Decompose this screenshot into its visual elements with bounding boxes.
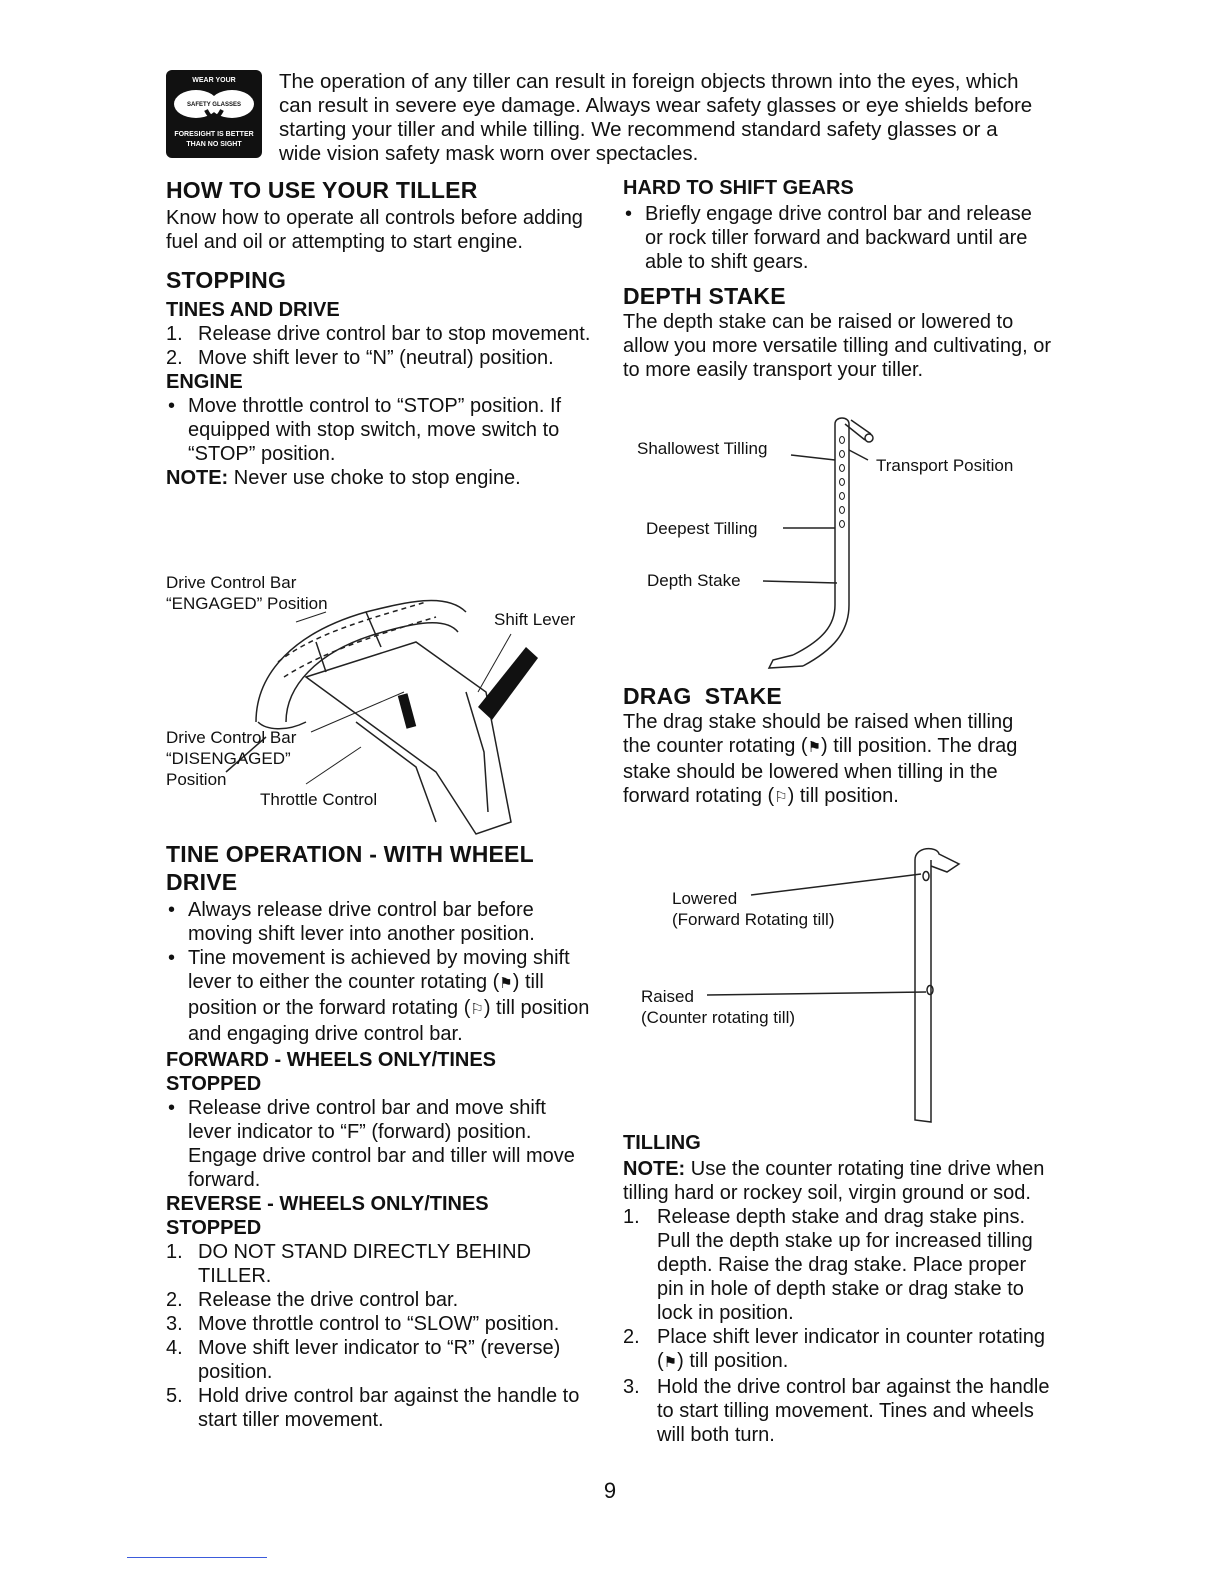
forward-title: FORWARD - WHEELS ONLY/TINES STOPPED (166, 1049, 497, 1095)
note-label: NOTE: (623, 1158, 686, 1180)
lowered-label: Lowered (672, 889, 738, 908)
deepest-tilling-label: Deepest Tilling (646, 519, 758, 538)
drag-stake-text: The drag stake should be raised when tilling the counter rotating (⚑) till position. The drag stake should be lowered when tilling in the forward rotating (⚐) till position. (623, 710, 1043, 810)
note-label: NOTE: (166, 467, 229, 489)
right-column-drag (623, 682, 1043, 810)
engine-bullet: • Move throttle control to “STOP” position. If equipped with stop switch, move switch to “STOP” position. (166, 394, 594, 466)
depth-stake-title: DEPTH STAKE (623, 283, 786, 309)
how-to-use-title: HOW TO USE YOUR TILLER (166, 177, 478, 203)
list-item: 3. Hold the drive control bar against the handle to start tilling movement. Tines and wheels will both turn. (623, 1376, 1050, 1446)
list-item: 2. Place shift lever indicator in counter rotating (⚑) till position. (623, 1325, 1053, 1375)
safety-glasses-badge (166, 70, 262, 158)
forward-rotating-icon: ⚐ (470, 1001, 484, 1018)
throttle-control-label: Throttle Control (260, 790, 378, 809)
right-column-tilling (623, 1131, 1053, 1447)
counter-rotating-icon: ⚑ (499, 975, 513, 992)
forward-bullet: • Release drive control bar and move shift lever indicator to “F” (forward) position. Engage drive control bar and tiller will move forward. (166, 1096, 594, 1192)
engaged-label: Drive Control Bar “ENGAGED” Position (166, 573, 328, 613)
safety-glasses-icon (166, 70, 262, 158)
left-column (166, 176, 594, 490)
badge-line-2: SAFETY GLASSES (187, 102, 241, 108)
drive-control-figure (166, 572, 594, 838)
engine-note: NOTE: Never use choke to stop engine. (166, 467, 521, 489)
left-column-lower (166, 840, 594, 1432)
reverse-title: REVERSE - WHEELS ONLY/TINES STOPPED (166, 1193, 489, 1239)
badge-line-1: WEAR YOUR (192, 77, 236, 84)
drag-stake-figure (623, 840, 1053, 1130)
tine-operation-title: TINE OPERATION - WITH WHEEL DRIVE (166, 841, 534, 895)
tines-drive-title: TINES AND DRIVE (166, 299, 340, 321)
list-item: 1. DO NOT STAND DIRECTLY BEHIND TILLER. (166, 1241, 532, 1287)
list-item: 5. Hold drive control bar against the handle to start tiller movement. (166, 1385, 580, 1431)
depth-stake-figure (623, 410, 1053, 680)
list-item: 2. Release the drive control bar. (166, 1289, 459, 1311)
badge-line-4: THAN NO SIGHT (186, 141, 242, 148)
lowered-sub-label: (Forward Rotating till) (672, 910, 835, 929)
raised-label: Raised (641, 987, 694, 1006)
stopping-title: STOPPING (166, 267, 287, 293)
list-item: 3. Move throttle control to “SLOW” position. (166, 1313, 560, 1335)
counter-rotating-icon: ⚑ (807, 739, 822, 756)
list-item: 2. Move shift lever to “N” (neutral) position. (166, 347, 554, 369)
depth-stake-label: Depth Stake (647, 571, 741, 590)
tilling-title: TILLING (623, 1132, 701, 1154)
hard-to-shift-bullet: • Briefly engage drive control bar and release or rock tiller forward and backward until are able to shift gears. (623, 202, 1053, 274)
right-column (623, 176, 1053, 382)
engine-title: ENGINE (166, 371, 243, 393)
list-item: 1. Release drive control bar to stop movement. (166, 323, 591, 345)
page-number: 9 (603, 1478, 617, 1503)
drag-stake-title: DRAG STAKE (623, 683, 782, 709)
shallowest-tilling-label: Shallowest Tilling (637, 439, 768, 458)
raised-sub-label: (Counter rotating till) (641, 1008, 796, 1027)
safety-warning-text: The operation of any tiller can result in foreign objects thrown into the eyes, which can result in severe eye damage. Always wear safety glasses or eye shields before starting your tiller and while tilling. We recommend standard safety glasses or a wide vision safety mask worn over spectacles. (279, 70, 1033, 165)
depth-stake-text: The depth stake can be raised or lowered to allow you more versatile tilling and cultivating, or to more easily transport your tiller. (623, 311, 1051, 381)
tilling-note: NOTE: Use the counter rotating tine drive when tilling hard or rockey soil, virgin ground or sod. (623, 1158, 1045, 1204)
shift-lever-label: Shift Lever (494, 610, 576, 629)
counter-rotating-icon: ⚑ (663, 1354, 678, 1371)
tine-operation-bullet-1: • Always release drive control bar before moving shift lever into another position. (166, 898, 594, 946)
hard-to-shift-title: HARD TO SHIFT GEARS (623, 177, 854, 199)
disengaged-label: Drive Control Bar “DISENGAGED” Position (166, 728, 297, 789)
transport-position-label: Transport Position (876, 456, 1014, 475)
forward-rotating-icon: ⚐ (774, 789, 788, 806)
badge-line-3: FORESIGHT IS BETTER (174, 131, 254, 138)
footer-rule (127, 1557, 267, 1558)
tine-operation-bullet-2: • Tine movement is achieved by moving shift lever to either the counter rotating (⚑) till position or the forward rotating (⚐) till position and engaging drive control bar. (166, 946, 594, 1046)
how-to-use-text: Know how to operate all controls before adding fuel and oil or attempting to start engine. (166, 207, 583, 253)
drag-stake-illustration (623, 840, 1053, 1130)
list-item: 4. Move shift lever indicator to “R” (reverse) position. (166, 1337, 561, 1383)
list-item: 1. Release depth stake and drag stake pins. Pull the depth stake up for increased tilling depth. Raise the drag stake. Place proper pin in hole of depth stake or drag stake to lock in position. (623, 1206, 1033, 1324)
